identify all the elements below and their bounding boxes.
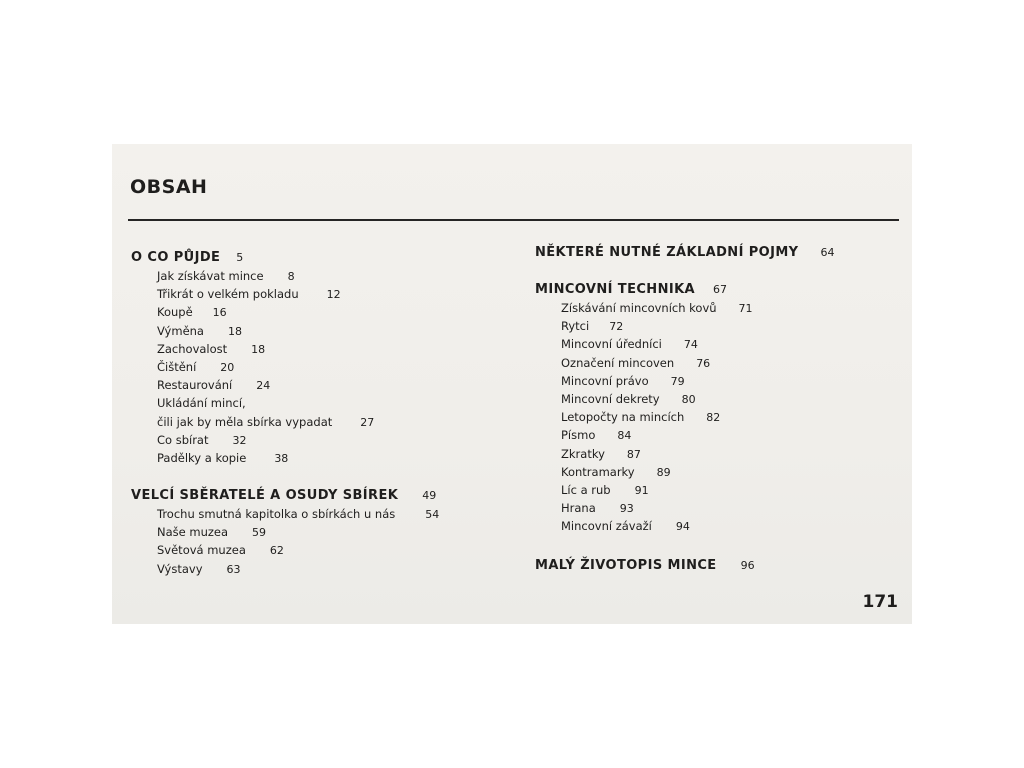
toc-item-page: 18: [227, 324, 242, 338]
toc-item-title: Mincovní úředníci: [561, 337, 662, 352]
toc-section-heading: [131, 250, 243, 265]
toc-item-page: 8: [287, 270, 295, 283]
toc-item: [561, 372, 753, 390]
toc-item: [561, 299, 753, 317]
toc-item: [157, 303, 374, 321]
toc-item-title: Líc a rub: [561, 482, 611, 497]
toc-item-page: 20: [220, 360, 235, 374]
toc-item-title: Rytci: [561, 319, 590, 334]
toc-item: [157, 541, 439, 559]
toc-item: [157, 285, 374, 303]
toc-item-title: Písmo: [561, 428, 596, 443]
section-page: 67: [713, 283, 728, 296]
toc-item-title: Ukládání mincí,: [157, 396, 246, 411]
toc-item: [157, 267, 374, 285]
toc-item: [157, 358, 374, 376]
page-title: OBSAH: [130, 176, 208, 198]
toc-item: [561, 390, 753, 408]
toc-item-title: Označení mincoven: [561, 355, 675, 370]
toc-item-list: [157, 267, 374, 467]
toc-item-title: Zkratky: [561, 446, 605, 461]
toc-item-title: Koupě: [157, 305, 193, 320]
section-title: NĚKTERÉ NUTNÉ ZÁKLADNÍ POJMY: [535, 245, 799, 260]
toc-item-page: 54: [425, 508, 440, 521]
toc-item-page: 38: [274, 451, 289, 465]
title-rule: [128, 219, 899, 221]
toc-item-title: Co sbírat: [157, 432, 209, 447]
toc-item-page: 18: [251, 342, 266, 356]
toc-item-page: 16: [212, 306, 227, 320]
toc-section-heading: [535, 282, 727, 297]
toc-item-title: Třikrát o velkém pokladu: [157, 287, 299, 302]
toc-item-page: 32: [232, 433, 247, 447]
toc-item-title: Čištění: [157, 359, 197, 374]
toc-item-page: 71: [738, 302, 753, 315]
toc-item-title: Trochu smutná kapitolka o sbírkách u nás: [157, 507, 396, 521]
toc-section-heading: [535, 558, 755, 573]
toc-item: [157, 376, 374, 394]
toc-item: [157, 322, 374, 340]
page-number: 171: [862, 592, 898, 612]
toc-item-page: 94: [675, 520, 690, 534]
toc-item-title: Jak získávat mince: [157, 269, 264, 283]
toc-item-title: čili jak by měla sbírka vypadat: [157, 414, 333, 429]
toc-item-page: 74: [683, 338, 698, 352]
section-title: VELCÍ SBĚRATELÉ A OSUDY SBÍREK: [131, 488, 399, 503]
toc-item-title: Letopočty na mincích: [561, 410, 685, 425]
toc-item: [561, 335, 753, 353]
section-page: 96: [740, 559, 755, 572]
toc-item: [561, 445, 753, 463]
toc-item-title: Mincovní právo: [561, 373, 649, 388]
toc-item-title: Naše muzea: [157, 525, 229, 540]
toc-item-title: Mincovní dekrety: [561, 391, 660, 406]
toc-item: [561, 499, 753, 517]
toc-item-page: 62: [269, 544, 284, 558]
toc-item: [157, 523, 439, 541]
toc-item-list: [157, 505, 439, 578]
toc-item-page: 72: [609, 320, 624, 334]
toc-item-page: 84: [617, 429, 632, 443]
section-page: 64: [820, 246, 835, 259]
toc-item: [561, 481, 753, 499]
toc-item-page: 12: [326, 288, 341, 302]
toc-item: [157, 560, 439, 578]
toc-item: [561, 317, 753, 335]
toc-item-page: 79: [670, 374, 685, 388]
toc-item-title: Světová muzea: [157, 543, 246, 558]
toc-item: [157, 340, 374, 358]
toc-item-title: Zachovalost: [157, 341, 228, 356]
toc-item-title: Padělky a kopie: [157, 450, 247, 465]
toc-item-title: Výstavy: [157, 561, 203, 576]
toc-item: [157, 394, 374, 412]
toc-item-page: 87: [626, 447, 641, 461]
toc-item-page: 59: [252, 526, 267, 540]
toc-item: [561, 463, 753, 481]
toc-item-page: 76: [696, 356, 711, 370]
toc-item: [561, 408, 753, 426]
toc-item: [157, 505, 439, 523]
toc-item-title: Získávání mincovních kovů: [561, 301, 717, 315]
toc-item-page: 27: [360, 415, 375, 429]
toc-item: [157, 413, 374, 431]
book-page: [112, 144, 912, 624]
toc-item-page: 93: [619, 502, 634, 516]
toc-item-page: 80: [681, 392, 696, 406]
toc-item-title: Kontramarky: [561, 464, 635, 479]
toc-item: [561, 354, 753, 372]
toc-section-heading: [131, 488, 436, 503]
toc-item-page: 89: [656, 465, 671, 479]
toc-item: [561, 426, 753, 444]
section-page: 49: [422, 489, 437, 502]
section-title: O CO PŮJDE: [131, 250, 221, 265]
section-title: MINCOVNÍ TECHNIKA: [535, 282, 696, 297]
toc-item-list: [561, 299, 753, 535]
toc-item-title: Mincovní závaží: [561, 519, 652, 534]
section-page: 5: [236, 251, 244, 264]
section-title: MALÝ ŽIVOTOPIS MINCE: [535, 558, 717, 573]
toc-item: [157, 449, 374, 467]
toc-item-page: 91: [634, 483, 649, 497]
toc-item: [157, 431, 374, 449]
toc-item-page: 24: [256, 379, 271, 393]
toc-item: [561, 517, 753, 535]
toc-item-title: Výměna: [157, 323, 204, 338]
toc-item-page: 82: [706, 411, 721, 425]
toc-item-page: 63: [226, 562, 241, 576]
toc-item-title: Hrana: [561, 501, 596, 516]
toc-section-heading: [535, 245, 835, 260]
toc-item-title: Restaurování: [157, 378, 233, 393]
